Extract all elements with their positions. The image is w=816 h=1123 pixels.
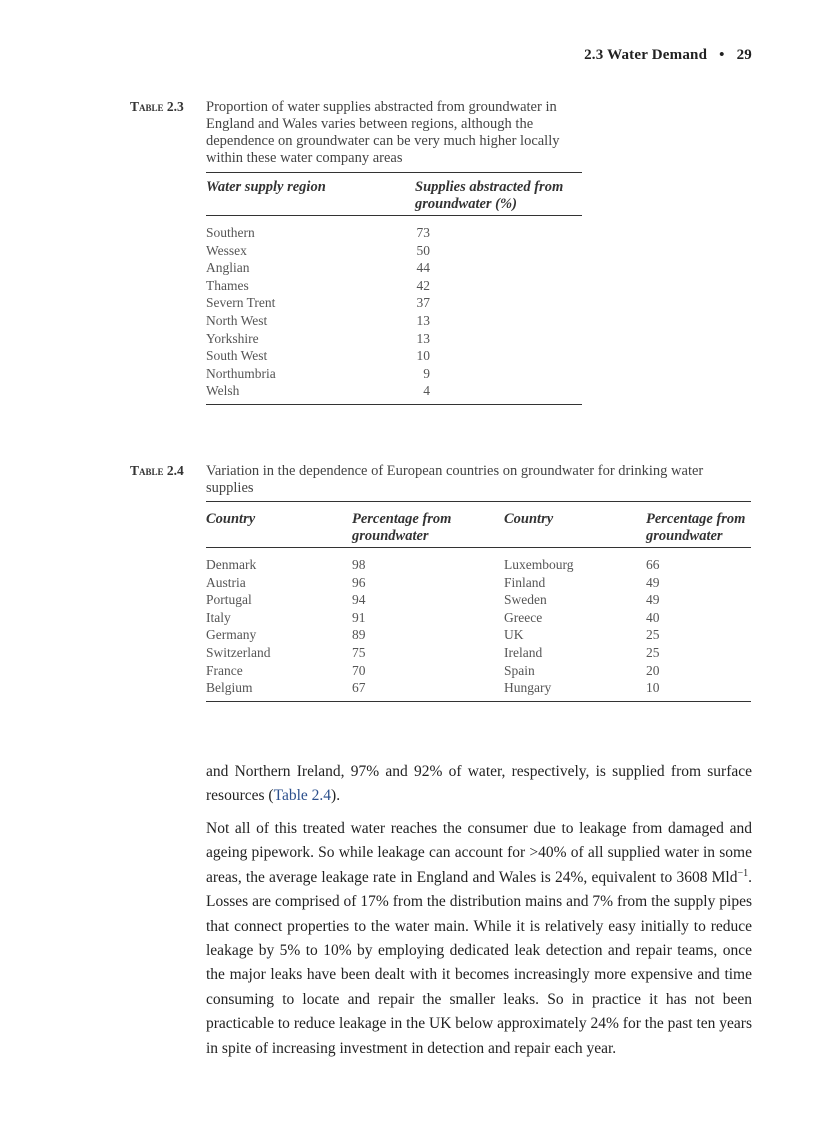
table-cell: 20 [646,662,660,678]
table-cell: Spain [504,662,535,678]
paragraph-text: . Losses are comprised of 17% from the distribution mains and 7% from the supply pipes that connect properties to the water main. While it is relatively easy initially to reduce leakage by 5% to 10% by employing dedicated leak detection and repair teams, once the major leaks have been dealt with it becomes increasingly more expensive and time consuming to locate and repair the smaller leaks. So in practice it has not been practicable to reduce leakage in the UK below approximately 24% for the past ten years in spite of increasing investment in detection and repair each year. [206,868,752,1057]
groundwater-regions-table [206,173,582,404]
table-cell: France [206,662,243,678]
table-cell: Italy [206,609,231,625]
table-cell: 13 [416,330,430,346]
table-cell: 4 [423,383,430,399]
table-cell: 49 [646,574,660,590]
table-caption: Variation in the dependence of European countries on groundwater for drinking water supplies [206,463,704,496]
table-cell: Yorkshire [206,330,259,346]
table-cell: 67 [352,680,366,696]
table-row [206,591,751,609]
table-cell: Denmark [206,557,257,572]
table-cell: UK [504,627,524,643]
table-header-row [206,173,582,216]
table-cell: 75 [352,644,366,660]
table-cell: 44 [416,260,430,276]
table-cell: Luxembourg [504,557,574,572]
table-cell: Southern [206,225,255,240]
table-cell: Finland [504,574,546,590]
table-row [206,330,582,348]
column-header-percent: Supplies abstracted from groundwater (%) [415,179,564,212]
european-countries-table [206,502,751,701]
table-cell: 94 [352,592,366,608]
page-number: 29 [736,47,752,63]
table-cell: 40 [646,609,660,625]
table-cell: Anglian [206,260,250,276]
paragraph-text: and Northern Ireland, 97% and 92% of water, respectively, is supplied from surface resources ( [206,763,752,805]
body-paragraph [206,760,752,809]
table-row [206,662,751,680]
column-header-country: Country [504,511,554,527]
table-row [206,347,582,365]
table-cell: 10 [646,680,660,696]
table-cell: 98 [352,557,366,572]
table-cell: 96 [352,574,366,590]
table-cell: Belgium [206,680,253,696]
table-cell: 70 [352,662,366,678]
table-cell: 89 [352,627,366,643]
table-cell: Switzerland [206,644,271,660]
table-row [206,548,751,574]
table-cell: North West [206,312,268,328]
table-reference-link[interactable]: Table 2.4 [273,787,332,805]
table-cell: Germany [206,627,257,643]
table-cell: Northumbria [206,365,276,381]
table-cell: Greece [504,609,543,625]
table-cell: Wessex [206,242,247,258]
table-row [206,574,751,592]
table-label: Table 2.3 [130,99,184,114]
table-label: Table 2.4 [130,463,184,478]
table-caption: Proportion of water supplies abstracted from groundwater in England and Wales varies between regions, although the dependence on groundwater can be very much higher locally within these water company areas [206,99,560,166]
table-cell: 37 [416,295,430,311]
table-cell: Hungary [504,680,552,696]
table-cell: 25 [646,627,660,643]
table-row [206,679,751,701]
table-cell: Welsh [206,383,240,399]
table-cell: 9 [423,365,430,381]
table-cell: South West [206,348,268,364]
column-header-percent: Percentage from groundwater [352,511,452,544]
paragraph-text: Not all of this treated water reaches the consumer due to leakage from damaged and ageing pipework. So while leakage can account for >40% of all supplied water in some areas, the average leakage rate in England and Wales is 24%, equivalent to 3608 Mld [206,820,752,886]
table-cell: 50 [416,242,430,258]
paragraph-text: ). [331,787,341,805]
table-row [206,294,582,312]
running-header [584,47,752,64]
table-cell: 49 [646,592,660,608]
table-cell: Sweden [504,592,547,608]
table-cell: 73 [416,225,430,240]
superscript: −1 [737,867,749,879]
table-row [206,609,751,627]
table-cell: Austria [206,574,246,590]
table-cell: 25 [646,644,660,660]
table-cell: 42 [416,277,430,293]
table-row [206,365,582,383]
table-row [206,259,582,277]
table-cell: 13 [416,312,430,328]
table-cell: 91 [352,609,366,625]
body-paragraph [206,817,752,1061]
column-header-country: Country [206,511,256,527]
table-row [206,216,582,242]
section-title: 2.3 Water Demand [584,47,708,63]
table-cell: Ireland [504,644,543,660]
table-row [206,312,582,330]
table-row [206,382,582,404]
table-cell: Portugal [206,592,252,608]
table-cell: 66 [646,557,660,572]
table-cell: 10 [416,348,430,364]
column-header-percent: Percentage from groundwater [646,511,746,544]
table-cell: Severn Trent [206,295,276,311]
table-header-row [206,502,751,548]
table-cell: Thames [206,277,249,293]
table-row [206,644,751,662]
table-row [206,242,582,260]
column-header-region: Water supply region [206,179,326,195]
table-row [206,277,582,295]
table-row [206,626,751,644]
bullet-separator: • [719,47,725,63]
